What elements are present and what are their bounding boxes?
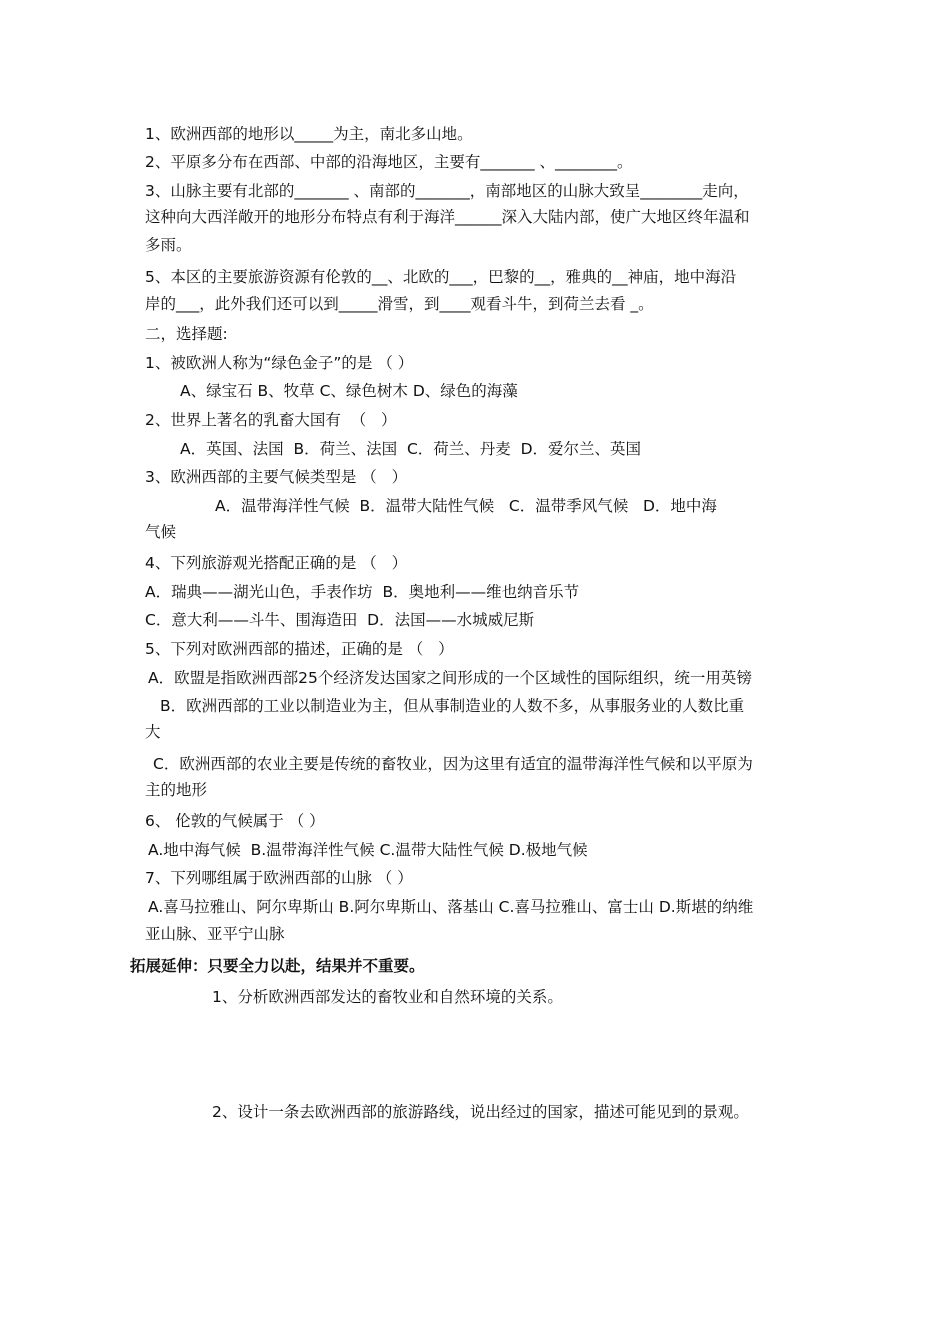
choice-question-5-option-b-line-2: 大 bbox=[145, 723, 161, 741]
extension-heading: 拓展延伸：只要全力以赴，结果并不重要。 bbox=[130, 957, 425, 975]
choice-question-5: 5、下列对欧洲西部的描述，正确的是 （ ） bbox=[145, 640, 454, 658]
choice-question-3: 3、欧洲西部的主要气候类型是 （ ） bbox=[145, 468, 408, 486]
choice-question-4-options-line-2: C．意大利——斗牛、围海造田 D．法国——水城威尼斯 bbox=[145, 611, 535, 629]
extension-question-2: 2、设计一条去欧洲西部的旅游路线，说出经过的国家，描述可能见到的景观。 bbox=[212, 1103, 749, 1121]
fill-in-question-5-line-1: 5、本区的主要旅游资源有伦敦的__、北欧的___，巴黎的__，雅典的__神庙，地中海沿 bbox=[145, 268, 737, 286]
fill-in-question-3-line-1: 3、山脉主要有北部的_______ 、南部的_______，南部地区的山脉大致呈________走向， bbox=[145, 182, 749, 200]
choice-question-7: 7、下列哪组属于欧洲西部的山脉 （ ） bbox=[145, 869, 413, 887]
choice-question-5-option-c-line-1: C．欧洲西部的农业主要是传统的畜牧业，因为这里有适宜的温带海洋性气候和以平原为 bbox=[153, 755, 753, 773]
choice-question-5-option-c-line-2: 主的地形 bbox=[145, 781, 208, 799]
extension-question-1: 1、分析欧洲西部发达的畜牧业和自然环境的关系。 bbox=[212, 988, 563, 1006]
choice-question-7-options-line-2: 亚山脉、亚平宁山脉 bbox=[145, 925, 285, 943]
choice-question-5-option-b-line-1: B．欧洲西部的工业以制造业为主，但从事制造业的人数不多，从事服务业的人数比重 bbox=[160, 697, 745, 715]
choice-question-4-options-line-1: A．瑞典——湖光山色，手表作坊 B．奥地利——维也纳音乐节 bbox=[145, 583, 580, 601]
choice-question-6-options: A.地中海气候 B.温带海洋性气候 C.温带大陆性气候 D.极地气候 bbox=[148, 841, 588, 859]
choice-section-heading: 二，选择题: bbox=[145, 325, 228, 343]
fill-in-question-3-line-3: 多雨。 bbox=[145, 236, 192, 254]
choice-question-1-options: A、绿宝石 B、牧草 C、绿色树木 D、绿色的海藻 bbox=[180, 382, 518, 400]
choice-question-1: 1、被欧洲人称为“绿色金子”的是 （ ） bbox=[145, 354, 414, 372]
choice-question-6: 6、 伦敦的气候属于 （ ） bbox=[145, 812, 325, 830]
choice-question-3-options-line-2: 气候 bbox=[145, 523, 177, 541]
choice-question-2-options: A．英国、法国 B．荷兰、法国 C．荷兰、丹麦 D．爱尔兰、英国 bbox=[180, 440, 642, 458]
choice-question-3-options-line-1: A．温带海洋性气候 B．温带大陆性气候 C．温带季风气候 D．地中海 bbox=[215, 497, 717, 515]
choice-question-7-options-line-1: A.喜马拉雅山、阿尔卑斯山 B.阿尔卑斯山、落基山 C.喜马拉雅山、富士山 D.斯堪的纳维 bbox=[148, 898, 754, 916]
fill-in-question-2: 2、平原多分布在西部、中部的沿海地区，主要有_______ 、________。 bbox=[145, 153, 633, 171]
choice-question-4: 4、下列旅游观光搭配正确的是 （ ） bbox=[145, 554, 408, 572]
fill-in-question-3-line-2: 这种向大西洋敞开的地形分布特点有利于海洋______深入大陆内部，使广大地区终年温和 bbox=[145, 208, 750, 226]
fill-in-question-1: 1、欧洲西部的地形以_____为主，南北多山地。 bbox=[145, 125, 473, 143]
fill-in-question-5-line-2: 岸的___，此外我们还可以到_____滑雪，到____观看斗牛，到荷兰去看 _。 bbox=[145, 295, 654, 313]
choice-question-2: 2、世界上著名的乳畜大国有 （ ） bbox=[145, 411, 397, 429]
choice-question-5-option-a: A．欧盟是指欧洲西部25个经济发达国家之间形成的一个区域性的国际组织，统一用英镑 bbox=[148, 669, 752, 687]
